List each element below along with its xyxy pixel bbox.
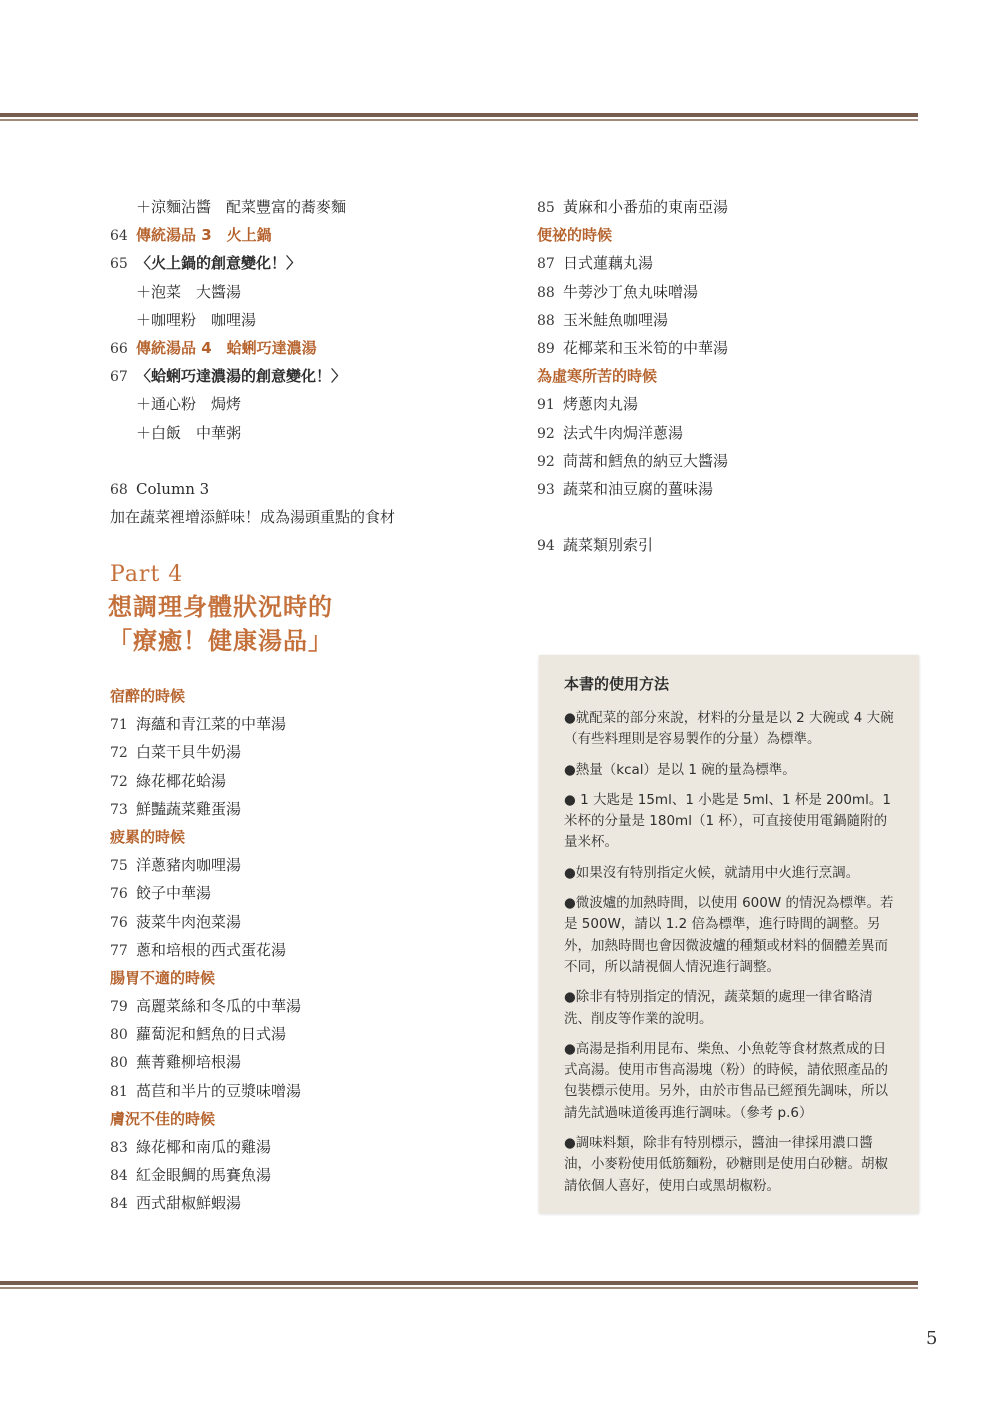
usage-notes-title: 本書的使用方法 xyxy=(564,675,670,693)
toc-entry xyxy=(110,390,510,418)
toc-page-number: 76 xyxy=(110,914,128,931)
toc-entry xyxy=(110,936,510,964)
toc-entry-text: 宿醉的時候 xyxy=(110,687,186,705)
toc-page-number: 72 xyxy=(110,745,128,762)
toc-page-number: 88 xyxy=(537,312,555,329)
toc-entry-text: 萵苣和半片的豆漿味噌湯 xyxy=(136,1081,302,1100)
toc-page-number: 83 xyxy=(110,1140,128,1156)
toc-entry-text: 加在蔬菜裡增添鮮味！成為湯頭重點的食材 xyxy=(110,508,396,527)
bottom-decorative-rule xyxy=(0,1281,918,1289)
toc-page-number: 73 xyxy=(110,801,128,818)
toc-entry-text: 牛蒡沙丁魚丸味噌湯 xyxy=(563,282,699,301)
toc-entry xyxy=(110,879,510,907)
toc-entry xyxy=(110,306,510,334)
usage-note-item: ●如果沒有特別指定火候，就請用中火進行烹調。 xyxy=(564,864,860,881)
usage-notes-box xyxy=(539,655,919,1213)
toc-entry xyxy=(110,278,510,306)
usage-note-item: ●高湯是指利用昆布、柴魚、小魚乾等食材熬煮成的日式高湯。使用市售高湯塊（粉）的時候，請依照產品的包裝標示使用。另外，由於市售品已經預先調味，所以請先試過味道後再進行調味。（參考 p.6） xyxy=(564,1040,888,1121)
part-title xyxy=(108,590,333,658)
toc-entry-text: 鮮豔蔬菜雞蛋湯 xyxy=(136,799,242,818)
toc-entry xyxy=(110,419,510,447)
toc-page-number: 79 xyxy=(110,999,128,1016)
toc-page-number: 72 xyxy=(110,773,128,790)
toc-entry-text: 為虛寒所苦的時候 xyxy=(537,367,658,386)
toc-section-heading xyxy=(110,1105,510,1133)
toc-page-number: 89 xyxy=(537,340,555,357)
part-title-line1: 想調理身體狀況時的 xyxy=(108,593,333,621)
toc-left-bottom xyxy=(110,682,510,1218)
toc-entry-text: 綠花椰花蛤湯 xyxy=(136,771,227,790)
toc-entry-text: 花椰菜和玉米筍的中華湯 xyxy=(563,338,729,357)
toc-entry xyxy=(110,1133,510,1161)
toc-entry-text: 黃麻和小番茄的東南亞湯 xyxy=(563,198,729,216)
toc-entry-text: 疲累的時候 xyxy=(110,827,186,846)
toc-page-number: 85 xyxy=(537,200,555,216)
toc-entry-text: 〈火上鍋的創意變化！〉 xyxy=(136,254,302,273)
toc-entry-text: 烤蔥肉丸湯 xyxy=(563,395,639,414)
toc-entry-text: 洋蔥豬肉咖哩湯 xyxy=(136,856,242,875)
toc-page-number: 94 xyxy=(537,538,555,555)
toc-entry xyxy=(537,249,937,277)
toc-entry-text: 白菜干貝牛奶湯 xyxy=(136,743,242,762)
toc-page-number: 81 xyxy=(110,1083,128,1100)
usage-note-item: ●除非有特別指定的情況，蔬菜類的處理一律省略清洗、削皮等作業的說明。 xyxy=(564,989,873,1027)
toc-section-heading xyxy=(537,362,937,390)
toc-entry xyxy=(110,362,510,390)
toc-entry xyxy=(110,738,510,766)
toc-page-number: 91 xyxy=(537,397,555,414)
toc-page-number: 67 xyxy=(110,369,128,386)
toc-page-number: 88 xyxy=(537,284,555,301)
toc-entry xyxy=(110,334,510,362)
toc-entry-text: 西式甜椒鮮蝦湯 xyxy=(136,1194,242,1213)
toc-entry-text: 菠菜牛肉泡菜湯 xyxy=(136,912,242,931)
part-label: Part 4 xyxy=(110,562,184,587)
toc-entry xyxy=(537,447,937,475)
toc-entry-text: 高麗菜絲和冬瓜的中華湯 xyxy=(136,997,302,1016)
toc-spacer xyxy=(537,503,937,531)
toc-entry-text: ＋咖哩粉 咖哩湯 xyxy=(136,310,257,329)
toc-entry xyxy=(110,795,510,823)
toc-section-heading xyxy=(110,682,510,710)
toc-entry-text: ＋泡菜 大醬湯 xyxy=(136,282,242,301)
usage-note-item: ●就配菜的部分來說，材料的分量是以 2 大碗或 4 大碗（有些料理則是容易製作的分量）為標準。 xyxy=(564,710,894,748)
toc-entry-text: 紅金眼鯛的馬賽魚湯 xyxy=(136,1166,272,1185)
toc-entry-text: 膚況不佳的時候 xyxy=(110,1109,216,1128)
toc-entry xyxy=(110,992,510,1020)
toc-entry-text: 傳統湯品 4 蛤蜊巧達濃湯 xyxy=(136,338,317,357)
toc-entry xyxy=(537,278,937,306)
toc-entry-text: 〈蛤蜊巧達濃湯的創意變化！〉 xyxy=(136,367,347,386)
toc-entry xyxy=(110,193,510,221)
toc-entry xyxy=(110,249,510,277)
top-decorative-rule xyxy=(0,113,918,121)
toc-page-number: 92 xyxy=(537,425,555,442)
toc-entry xyxy=(537,475,937,503)
toc-left-top xyxy=(110,193,510,531)
toc-entry-text: 腸胃不適的時候 xyxy=(110,968,216,987)
toc-page-number: 66 xyxy=(110,340,128,357)
toc-entry-text: 蕪菁雞柳培根湯 xyxy=(136,1053,242,1072)
toc-entry-text: ＋通心粉 焗烤 xyxy=(136,395,242,414)
toc-section-heading xyxy=(110,823,510,851)
usage-notes-list xyxy=(564,708,899,1197)
toc-entry-text: 蔥和培根的西式蛋花湯 xyxy=(136,940,287,959)
toc-entry-text: ＋涼麵沾醬 配菜豐富的蕎麥麵 xyxy=(136,198,347,216)
toc-entry-text: 法式牛肉焗洋蔥湯 xyxy=(563,423,684,442)
toc-entry xyxy=(537,419,937,447)
page-number: 5 xyxy=(926,1328,938,1349)
toc-entry-text: Column 3 xyxy=(136,479,210,498)
usage-note-item: ● 1 大匙是 15ml、1 小匙是 5ml、1 杯是 200ml。1 米杯的分量是 180ml（1 杯），可直接使用電鍋隨附的量米杯。 xyxy=(564,791,891,851)
toc-entry-text: 傳統湯品 3 火上鍋 xyxy=(136,226,272,245)
toc-page-number: 80 xyxy=(110,1027,128,1044)
toc-page-number: 65 xyxy=(110,256,128,273)
toc-entry-text: 餃子中華湯 xyxy=(136,884,212,903)
toc-entry-text: 綠花椰和南瓜的雞湯 xyxy=(136,1138,272,1156)
toc-page-number: 80 xyxy=(110,1055,128,1072)
toc-page-number: 68 xyxy=(110,481,128,498)
usage-note-item: ●熱量（kcal）是以 1 碗的量為標準。 xyxy=(564,761,796,778)
toc-page-number: 93 xyxy=(537,481,555,498)
toc-entry xyxy=(537,390,937,418)
toc-page-number: 64 xyxy=(110,228,128,245)
toc-page-number: 92 xyxy=(537,453,555,470)
toc-page-number: 84 xyxy=(110,1196,128,1213)
toc-page-number: 87 xyxy=(537,256,555,273)
toc-right xyxy=(537,193,937,559)
toc-entry xyxy=(110,503,510,531)
toc-entry xyxy=(110,710,510,738)
toc-entry xyxy=(537,193,937,221)
part-title-line2: 「療癒！健康湯品」 xyxy=(108,627,333,655)
toc-entry-text: ＋白飯 中華粥 xyxy=(136,423,242,442)
toc-entry-text: 茼蒿和鱈魚的納豆大醬湯 xyxy=(563,451,729,470)
toc-page-number: 76 xyxy=(110,886,128,903)
toc-entry xyxy=(110,1077,510,1105)
toc-entry-text: 海蘊和青江菜的中華湯 xyxy=(136,715,287,734)
toc-page-number: 71 xyxy=(110,717,128,734)
usage-note-item: ●微波爐的加熱時間，以使用 600W 的情況為標準。若是 500W，請以 1.2 倍為標準，進行時間的調整。另外，加熱時間也會因微波爐的種類或材料的個體差異而不同，所以請視個人情況進行調整。 xyxy=(564,895,894,975)
toc-entry xyxy=(110,221,510,249)
toc-entry xyxy=(110,475,510,503)
toc-spacer xyxy=(110,447,510,475)
toc-entry xyxy=(110,908,510,936)
usage-note-item: ●調味料類，除非有特別標示，醬油一律採用濃口醬油，小麥粉使用低筋麵粉，砂糖則是使用白砂糖。胡椒請依個人喜好，使用白或黑胡椒粉。 xyxy=(564,1135,888,1194)
toc-entry xyxy=(110,767,510,795)
toc-entry xyxy=(537,334,937,362)
toc-entry-text: 日式蓮藕丸湯 xyxy=(563,254,654,273)
toc-page-number: 77 xyxy=(110,942,128,959)
toc-entry-text: 蔬菜和油豆腐的薑味湯 xyxy=(563,479,714,498)
toc-section-heading xyxy=(110,964,510,992)
toc-entry xyxy=(110,851,510,879)
toc-entry xyxy=(110,1048,510,1076)
toc-section-heading xyxy=(537,221,937,249)
toc-entry-text: 蔬菜類別索引 xyxy=(563,536,654,555)
toc-entry xyxy=(110,1020,510,1048)
toc-entry xyxy=(537,531,937,559)
toc-page-number: 75 xyxy=(110,858,128,875)
toc-page-number: 84 xyxy=(110,1168,128,1185)
toc-entry-text: 蘿蔔泥和鱈魚的日式湯 xyxy=(136,1025,287,1044)
toc-entry-text: 玉米鮭魚咖哩湯 xyxy=(563,310,669,329)
toc-entry xyxy=(110,1161,510,1189)
toc-entry xyxy=(537,306,937,334)
toc-entry xyxy=(110,1189,510,1217)
toc-entry-text: 便祕的時候 xyxy=(537,226,613,245)
